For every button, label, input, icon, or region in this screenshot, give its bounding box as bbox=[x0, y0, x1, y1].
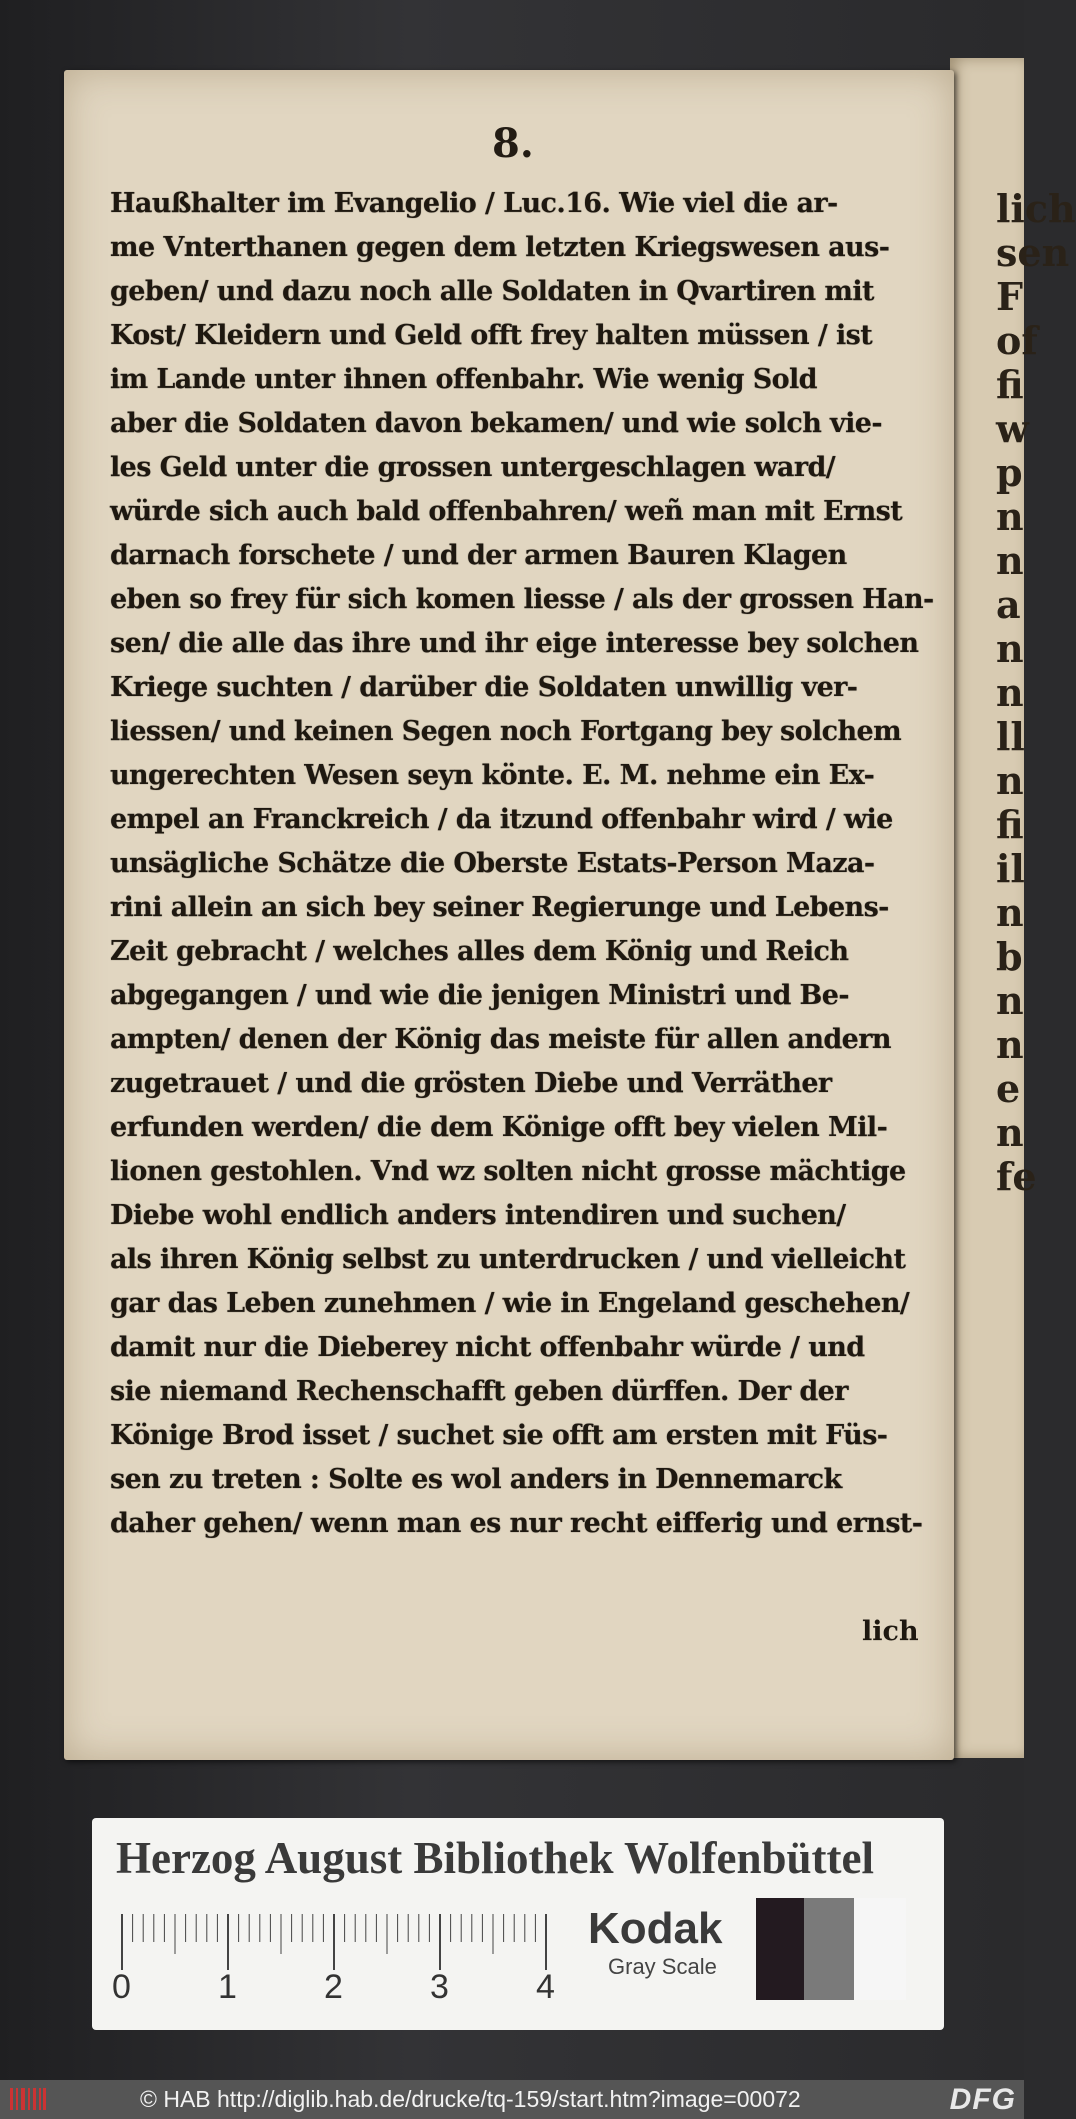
text-line: sen/ die alle das ihre und ihr eige interesse bey solchen bbox=[110, 628, 919, 659]
adjacent-page-fragment: fi bbox=[996, 362, 1024, 407]
text-line: Diebe wohl endlich anders intendiren und suchen/ bbox=[110, 1200, 846, 1231]
adjacent-page-fragment: n bbox=[996, 670, 1024, 715]
adjacent-page-fragment: n bbox=[996, 890, 1024, 935]
adjacent-page-fragment: p bbox=[996, 450, 1023, 495]
text-line: Kost/ Kleidern und Geld offt frey halten müssen / ist bbox=[110, 320, 873, 351]
measurement-ruler bbox=[112, 1910, 640, 2020]
adjacent-page-fragment: w bbox=[996, 406, 1029, 451]
gray-patch bbox=[854, 1898, 906, 2000]
text-line: Haußhalter im Evangelio / Luc.16. Wie viel die ar- bbox=[110, 188, 838, 219]
adjacent-page-fragment: b bbox=[996, 934, 1023, 979]
text-line: eben so frey für sich komen liesse / als der grossen Han- bbox=[110, 584, 934, 615]
text-line: im Lande unter ihnen offenbahr. Wie wenig Sold bbox=[110, 364, 817, 395]
adjacent-page-fragment: n bbox=[996, 1022, 1024, 1067]
adjacent-page-fragment: of bbox=[996, 318, 1038, 363]
adjacent-page-fragment: il bbox=[996, 846, 1025, 891]
text-line: Zeit gebracht / welches alles dem König und Reich bbox=[110, 936, 849, 967]
kodak-subtitle: Gray Scale bbox=[608, 1954, 717, 1979]
text-line: geben/ und dazu noch alle Soldaten in Qvartiren mit bbox=[110, 276, 874, 307]
text-line: me Vnterthanen gegen dem letzten Kriegswesen aus- bbox=[110, 232, 890, 263]
text-line: aber die Soldaten davon bekamen/ und wie solch vie- bbox=[110, 408, 882, 439]
ruler-number: 1 bbox=[218, 1968, 237, 2006]
adjacent-page-fragment: lich bbox=[996, 186, 1076, 231]
adjacent-page-fragment: n bbox=[996, 758, 1024, 803]
text-line: als ihren König selbst zu unterdrucken / und vielleicht bbox=[110, 1244, 906, 1275]
text-line: ungerechten Wesen seyn könte. E. M. nehme ein Ex- bbox=[110, 760, 875, 791]
gray-patch bbox=[756, 1898, 804, 2000]
adjacent-page-fragment: n bbox=[996, 538, 1024, 583]
text-line: Könige Brod isset / suchet sie offt am ersten mit Füs- bbox=[110, 1420, 888, 1451]
adjacent-page-fragment: a bbox=[996, 582, 1021, 627]
text-line: ampten/ denen der König das meiste für allen andern bbox=[110, 1024, 891, 1055]
gray-patch bbox=[804, 1898, 854, 2000]
barcode-icon bbox=[8, 2086, 48, 2112]
color-target-card bbox=[92, 1818, 944, 2030]
page-text bbox=[110, 182, 934, 1546]
library-name: Herzog August Bibliothek Wolfenbüttel bbox=[116, 1833, 874, 1883]
ruler-ticks bbox=[120, 1910, 620, 1970]
text-line: erfunden werden/ die dem Könige offt bey vielen Mil- bbox=[110, 1112, 888, 1143]
text-line: darnach forschete / und der armen Bauren Klagen bbox=[110, 540, 847, 571]
footer-bar bbox=[0, 2080, 1024, 2119]
text-line: würde sich auch bald offenbahren/ weñ man mit Ernst bbox=[110, 496, 903, 527]
text-line: zugetrauet / und die grösten Diebe und Verräther bbox=[110, 1068, 832, 1099]
dfg-logo: DFG bbox=[949, 2083, 1016, 2116]
adjacent-page-fragment: n bbox=[996, 626, 1024, 671]
adjacent-page-fragment: n bbox=[996, 494, 1024, 539]
adjacent-page-fragment: sen bbox=[996, 230, 1070, 275]
text-line: daher gehen/ wenn man es nur recht eifferig und ernst- bbox=[110, 1508, 923, 1539]
text-line: lionen gestohlen. Vnd wz solten nicht grosse mächtige bbox=[110, 1156, 906, 1187]
text-line: sen zu treten : Solte es wol anders in Dennemarck bbox=[110, 1464, 842, 1495]
adjacent-page-fragment: n bbox=[996, 978, 1024, 1023]
kodak-brand: Kodak bbox=[588, 1904, 723, 1953]
page-number: 8. bbox=[492, 120, 534, 167]
ruler-number: 3 bbox=[430, 1968, 449, 2006]
text-line: gar das Leben zunehmen / wie in Engeland geschehen/ bbox=[110, 1288, 910, 1319]
text-line: damit nur die Dieberey nicht offenbahr würde / und bbox=[110, 1332, 865, 1363]
adjacent-page-fragment: fe bbox=[996, 1154, 1037, 1199]
copyright-link[interactable]: © HAB http://diglib.hab.de/drucke/tq-159/start.htm?image=00072 bbox=[140, 2086, 801, 2112]
ruler-number: 4 bbox=[536, 1968, 555, 2006]
text-line: Kriege suchten / darüber die Soldaten unwillig ver- bbox=[110, 672, 858, 703]
adjacent-page-fragment: ll bbox=[996, 714, 1025, 759]
text-line: sie niemand Rechenschafft geben dürffen. Der der bbox=[110, 1376, 848, 1407]
text-line: empel an Franckreich / da itzund offenbahr wird / wie bbox=[110, 804, 893, 835]
adjacent-page-fragment: fi bbox=[996, 802, 1024, 847]
text-line: les Geld unter die grossen untergeschlagen ward/ bbox=[110, 452, 835, 483]
text-line: unsägliche Schätze die Oberste Estats-Person Maza- bbox=[110, 848, 875, 879]
text-line: rini allein an sich bey seiner Regierunge und Lebens- bbox=[110, 892, 889, 923]
text-line: abgegangen / und wie die jenigen Ministri und Be- bbox=[110, 980, 849, 1011]
ruler-number: 2 bbox=[324, 1968, 343, 2006]
adjacent-page-edge bbox=[950, 58, 1076, 1758]
adjacent-page-fragment: e bbox=[996, 1066, 1021, 1111]
text-line: liessen/ und keinen Segen noch Fortgang bey solchem bbox=[110, 716, 902, 747]
adjacent-page-fragment: n bbox=[996, 1110, 1024, 1155]
adjacent-page-fragment: F bbox=[996, 274, 1023, 319]
ruler-number: 0 bbox=[112, 1968, 131, 2006]
catchword: lich bbox=[862, 1616, 919, 1647]
